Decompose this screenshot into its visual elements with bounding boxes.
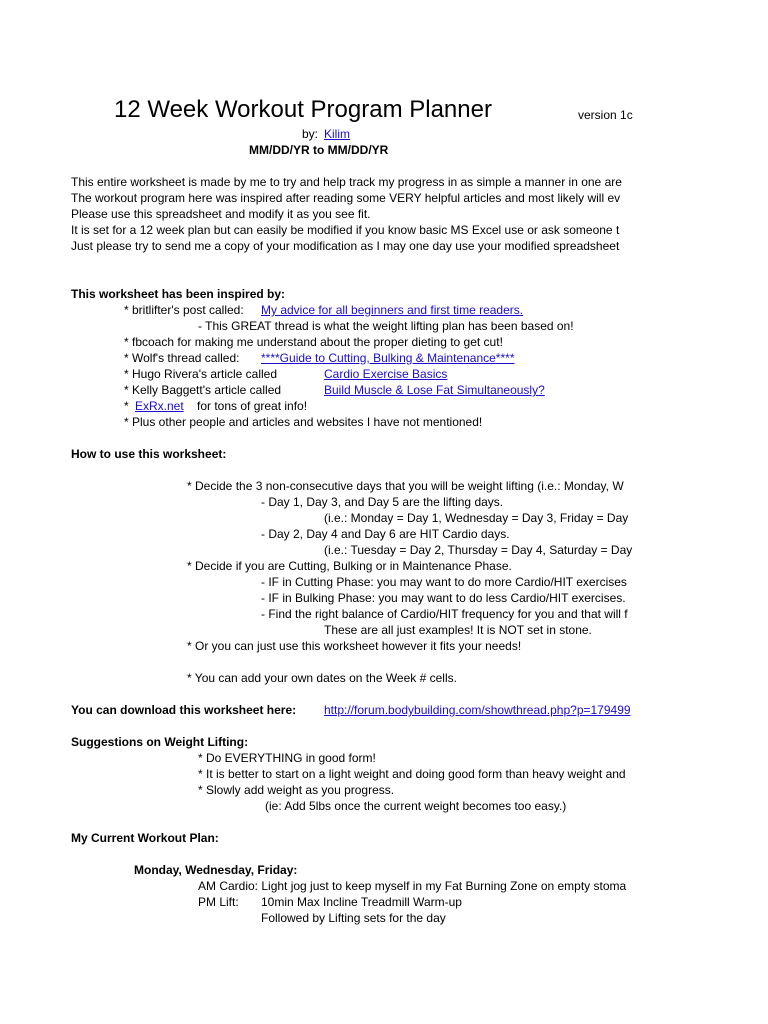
plan-pm-label: PM Lift: bbox=[198, 895, 239, 909]
howto-line: - IF in Cutting Phase: you may want to do more Cardio/HIT exercises bbox=[261, 575, 627, 589]
hugo-text: * Hugo Rivera's article called bbox=[124, 367, 278, 381]
howto-line: - Day 2, Day 4 and Day 6 are HIT Cardio days. bbox=[261, 527, 510, 541]
intro-line-3: Please use this spreadsheet and modify it as you see fit. bbox=[71, 207, 371, 221]
intro-line-1: This entire worksheet is made by me to try and help track my progress in as simple a manner in one are bbox=[71, 175, 622, 189]
wolf-text: * Wolf's thread called: bbox=[124, 351, 240, 365]
by-label: by: bbox=[302, 127, 319, 141]
howto-line: - Find the right balance of Cardio/HIT frequency for you and that will f bbox=[261, 607, 628, 621]
howto-line: - Day 1, Day 3, and Day 5 are the lifting days. bbox=[261, 495, 504, 509]
date-range: MM/DD/YR to MM/DD/YR bbox=[249, 143, 389, 157]
wolf-link[interactable]: ****Guide to Cutting, Bulking & Maintenance**** bbox=[261, 351, 515, 365]
plan-am-cardio: AM Cardio: Light jog just to keep myself in my Fat Burning Zone on empty stoma bbox=[198, 879, 627, 893]
plan-days: Monday, Wednesday, Friday: bbox=[134, 863, 298, 877]
britlifter-link[interactable]: My advice for all beginners and first time readers. bbox=[261, 303, 524, 317]
suggestion-line: * Slowly add weight as you progress. bbox=[198, 783, 395, 797]
suggestion-line: * It is better to start on a light weight and doing good form than heavy weight and bbox=[198, 767, 626, 781]
page-title: 12 Week Workout Program Planner bbox=[114, 96, 492, 123]
hugo-link[interactable]: Cardio Exercise Basics bbox=[324, 367, 448, 381]
intro-line-2: The workout program here was inspired after reading some VERY helpful articles and most likely will ev bbox=[71, 191, 621, 205]
version-label: version 1c bbox=[578, 108, 633, 122]
britlifter-text: * britlifter's post called: bbox=[124, 303, 244, 317]
howto-line: (i.e.: Tuesday = Day 2, Thursday = Day 4, Saturday = Day bbox=[324, 543, 633, 557]
intro-line-4: It is set for a 12 week plan but can easily be modified if you know basic MS Excel use or ask someone t bbox=[71, 223, 620, 237]
britlifter-note: - This GREAT thread is what the weight lifting plan has been based on! bbox=[198, 319, 574, 333]
inspired-heading: This worksheet has been inspired by: bbox=[71, 287, 286, 301]
download-label: You can download this worksheet here: bbox=[71, 703, 297, 717]
howto-line: * You can add your own dates on the Week # cells. bbox=[187, 671, 457, 685]
exrx-bullet: * bbox=[124, 399, 129, 413]
plan-heading: My Current Workout Plan: bbox=[71, 831, 219, 845]
exrx-link[interactable]: ExRx.net bbox=[135, 399, 184, 413]
suggestion-line: * Do EVERYTHING in good form! bbox=[198, 751, 376, 765]
howto-line: * Decide if you are Cutting, Bulking or in Maintenance Phase. bbox=[187, 559, 512, 573]
suggestion-line: (ie: Add 5lbs once the current weight becomes too easy.) bbox=[265, 799, 567, 813]
kelly-text: * Kelly Baggett's article called bbox=[124, 383, 282, 397]
howto-line: These are all just examples! It is NOT set in stone. bbox=[324, 623, 592, 637]
howto-line: * Or you can just use this worksheet however it fits your needs! bbox=[187, 639, 522, 653]
howto-line: * Decide the 3 non-consecutive days that you will be weight lifting (i.e.: Monday, W bbox=[187, 479, 624, 493]
fbcoach-text: * fbcoach for making me understand about the proper dieting to get cut! bbox=[124, 335, 503, 349]
howto-line: - IF in Bulking Phase: you may want to do less Cardio/HIT exercises. bbox=[261, 591, 626, 605]
kelly-link[interactable]: Build Muscle & Lose Fat Simultaneously? bbox=[324, 383, 545, 397]
download-link[interactable]: http://forum.bodybuilding.com/showthread.php?p=179499 bbox=[324, 703, 631, 717]
plus-others-text: * Plus other people and articles and websites I have not mentioned! bbox=[124, 415, 483, 429]
plan-pm-text: 10min Max Incline Treadmill Warm-up bbox=[261, 895, 462, 909]
howto-heading: How to use this worksheet: bbox=[71, 447, 227, 461]
intro-line-5: Just please try to send me a copy of your modification as I may one day use your modified spreadsheet bbox=[71, 239, 620, 253]
author-link[interactable]: Kilim bbox=[324, 127, 350, 141]
exrx-text: for tons of great info! bbox=[197, 399, 308, 413]
howto-line: (i.e.: Monday = Day 1, Wednesday = Day 3, Friday = Day bbox=[324, 511, 629, 525]
plan-follow: Followed by Lifting sets for the day bbox=[261, 911, 446, 925]
suggestions-heading: Suggestions on Weight Lifting: bbox=[71, 735, 249, 749]
